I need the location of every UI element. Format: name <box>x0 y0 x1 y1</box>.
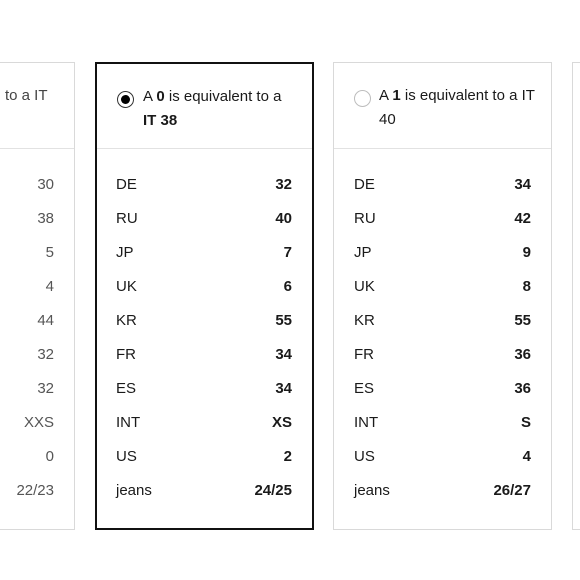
size-system: RU <box>116 210 138 227</box>
size-card-partial-left[interactable] <box>0 62 75 530</box>
size-value: 26/27 <box>493 482 531 499</box>
size-row <box>334 474 551 508</box>
size-system: JP <box>116 244 134 261</box>
size-row <box>97 440 312 474</box>
size-row <box>97 202 312 236</box>
radio-unselected-icon[interactable] <box>354 90 371 107</box>
size-value: 32 <box>37 346 54 363</box>
size-value: 5 <box>45 244 54 261</box>
size-value: 32 <box>275 176 292 193</box>
size-system: DE <box>354 176 375 193</box>
size-value: 55 <box>275 312 292 329</box>
size-system: jeans <box>354 482 390 499</box>
size-row <box>97 406 312 440</box>
size-row <box>0 236 74 270</box>
size-row <box>0 202 74 236</box>
size-value: 0 <box>45 448 54 465</box>
size-row <box>0 338 74 372</box>
size-row <box>97 304 312 338</box>
size-row <box>0 406 74 440</box>
header-prefix: A <box>379 87 389 104</box>
size-value: 30 <box>37 176 54 193</box>
size-row <box>334 202 551 236</box>
size-value: 4 <box>45 278 54 295</box>
size-system: ES <box>354 380 375 397</box>
size-row <box>334 440 551 474</box>
size-system: KR <box>116 312 137 329</box>
size-card-header <box>0 63 74 149</box>
header-middle: is equivalent to a <box>168 88 282 105</box>
size-card-header-text <box>379 84 543 132</box>
size-value: 32 <box>37 380 54 397</box>
size-conversion-list <box>334 168 551 508</box>
radio-selected-icon[interactable] <box>117 91 134 108</box>
size-card-header-text <box>143 85 304 133</box>
size-value: 22/23 <box>16 482 54 499</box>
size-system: INT <box>354 414 379 431</box>
size-row <box>97 372 312 406</box>
size-value: 8 <box>522 278 531 295</box>
size-row <box>0 474 74 508</box>
size-card-header <box>334 63 551 149</box>
size-system: UK <box>116 278 137 295</box>
size-card-it-40[interactable] <box>333 62 552 530</box>
size-system: ES <box>116 380 137 397</box>
size-value: 38 <box>37 210 54 227</box>
size-system: jeans <box>116 482 152 499</box>
size-row <box>97 168 312 202</box>
size-card-partial-right[interactable] <box>572 62 580 530</box>
size-row <box>0 270 74 304</box>
size-row <box>97 236 312 270</box>
size-value: 34 <box>275 346 292 363</box>
size-conversion-list <box>97 168 312 508</box>
size-value: 42 <box>514 210 531 227</box>
size-value: XS <box>271 414 292 431</box>
size-row <box>334 168 551 202</box>
size-row <box>334 372 551 406</box>
size-value: 9 <box>522 244 531 261</box>
size-row <box>97 474 312 508</box>
size-system: UK <box>354 278 375 295</box>
size-row <box>0 304 74 338</box>
size-card-header <box>97 64 312 149</box>
header-it-size: 40 <box>379 111 396 128</box>
size-row <box>97 338 312 372</box>
size-row <box>0 440 74 474</box>
size-value: 36 <box>514 380 531 397</box>
size-system: RU <box>354 210 376 227</box>
header-middle: is equivalent to a IT <box>404 87 535 104</box>
size-value: 7 <box>283 244 292 261</box>
size-system: FR <box>354 346 374 363</box>
size-card-it-38[interactable] <box>95 62 314 530</box>
size-value: 40 <box>275 210 292 227</box>
size-row <box>334 406 551 440</box>
size-value: S <box>520 414 531 431</box>
size-value: 24/25 <box>254 482 292 499</box>
size-system: INT <box>116 414 141 431</box>
size-row <box>0 168 74 202</box>
header-size: 0 <box>156 88 165 105</box>
size-value: 55 <box>514 312 531 329</box>
size-system: US <box>116 448 137 465</box>
size-system: JP <box>354 244 372 261</box>
size-value: 36 <box>514 346 531 363</box>
size-card-header-text: to a IT <box>5 87 48 104</box>
size-value: 34 <box>514 176 531 193</box>
size-conversion-list <box>0 168 74 508</box>
size-value: 6 <box>283 278 292 295</box>
size-value: 2 <box>283 448 292 465</box>
size-row <box>334 338 551 372</box>
size-row <box>334 270 551 304</box>
size-row <box>0 372 74 406</box>
size-value: XXS <box>23 414 54 431</box>
size-value: 44 <box>37 312 54 329</box>
header-it-size: IT 38 <box>143 112 178 129</box>
header-prefix: A <box>143 88 153 105</box>
size-system: FR <box>116 346 136 363</box>
size-system: US <box>354 448 375 465</box>
header-size: 1 <box>392 87 401 104</box>
size-value: 4 <box>522 448 531 465</box>
size-row <box>334 304 551 338</box>
size-row <box>97 270 312 304</box>
size-value: 34 <box>275 380 292 397</box>
size-system: DE <box>116 176 137 193</box>
size-system: KR <box>354 312 375 329</box>
size-row <box>334 236 551 270</box>
